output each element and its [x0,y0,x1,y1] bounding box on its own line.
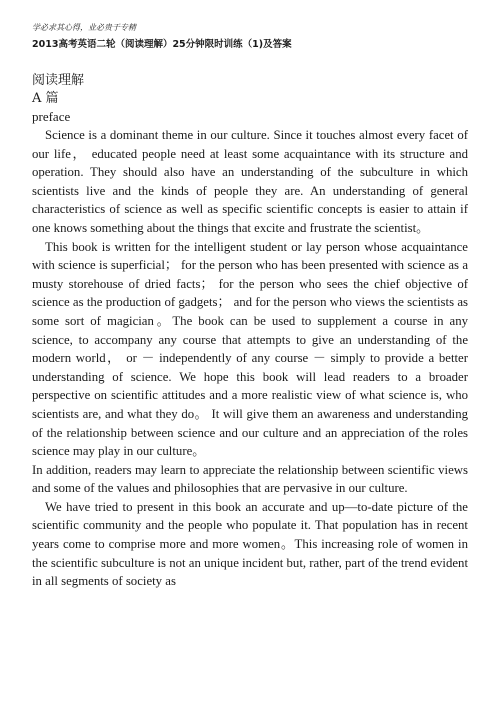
section-heading: 阅读理解 [32,73,85,88]
paragraph-1: Science is a dominant theme in our culture. Since it touches almost every facet of our life， educated people need at least some acquaintance with its structure and operation. They should also have an understanding of the subculture in which scientists live and the kinds of people they are. An understanding of general characteristics of science as well as specific scientific concepts is easier to attain if one knows something about the things that excite and frustrate the scientist。 [32,128,468,235]
header-motto: 学必求其心得，业必贵于专精 [32,23,136,32]
document-page [32,22,468,591]
preface-label: preface [32,109,71,124]
document-title: 2013高考英语二轮（阅读理解）25分钟限时训练（1)及答案 [32,39,292,50]
paragraph-3: In addition, readers may learn to appreciate the relationship between scientific views and some of the values and philosophies that are pervasive in our culture. [32,462,468,496]
part-heading: A 篇 [32,91,59,106]
paragraph-4: We have tried to present in this book an accurate and up—to-date picture of the scientific community and the people who populate it. That population has in recent years come to comprise more and more women。This increasing role of women in the scientific subculture is not an unique incident but, rather, part of the trend evident in all segments of society as [32,499,468,589]
paragraph-2: This book is written for the intelligent student or lay person whose acquaintance with science is superficial； for the person who has been presented with science as a musty storehouse of dried facts； for the person who sees the chief objective of science as the production of gadgets； and for the person who views the scientists as some sort of magician。The book can be used to supplement a course in any science, to accompany any course that attempts to give an understanding of the modern world， or － independently of any course － simply to provide a better understanding of science. We hope this book will lead readers to a broader perspective on scientific attitudes and a more realistic view of what science is, who scientists are, and what they do。 It will give them an awareness and understanding of the relationship between science and our culture and an appreciation of the roles science may play in our culture。 [32,239,468,459]
